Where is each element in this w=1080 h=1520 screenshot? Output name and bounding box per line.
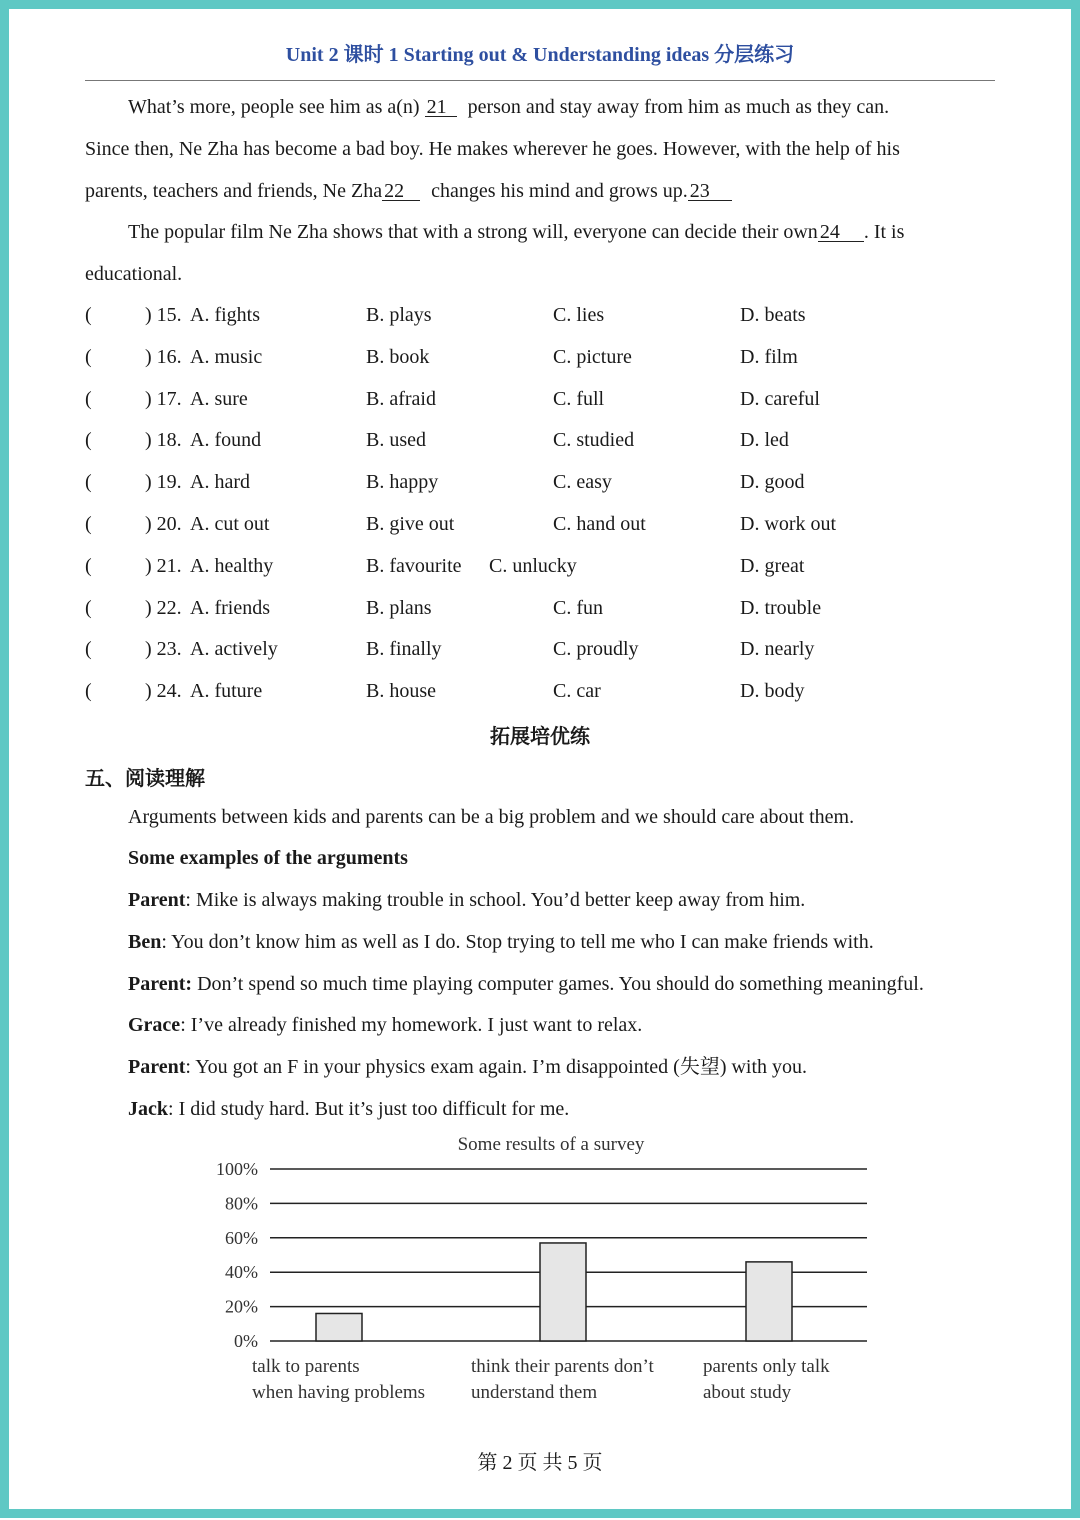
reading-intro: Arguments between kids and parents can be a big problem and we should care about them.	[128, 806, 855, 828]
dialog-text: I did study hard. But it’s just too difficult for me.	[178, 1098, 570, 1120]
chart-title: Some results of a survey	[457, 1134, 645, 1155]
option-a: A. music	[190, 345, 263, 368]
question-number: ) 17.	[145, 387, 182, 410]
passage-text: . It is	[863, 221, 905, 243]
passage-text: parents, teachers and friends, Ne Zha	[85, 180, 383, 202]
y-tick-label: 60%	[225, 1227, 258, 1248]
section-title: 拓展培优练	[490, 726, 590, 748]
option-d: D. nearly	[740, 638, 815, 661]
question-number: ) 21.	[145, 554, 182, 577]
option-a: A. fights	[190, 304, 260, 326]
option-c: C. hand out	[553, 513, 646, 535]
y-tick-label: 40%	[225, 1262, 258, 1283]
dialog-text: You don’t know him as well as I do. Stop trying to tell me who I can make friends with.	[171, 930, 874, 953]
passage-line-2: Since then, Ne Zha has become a bad boy. He makes wherever he goes. However, with the help of his	[85, 138, 900, 160]
option-c: C. picture	[553, 345, 632, 368]
question-number: ) 23.	[145, 638, 182, 661]
x-category-label: parents only talk	[703, 1356, 830, 1377]
x-category-label: think their parents don’t	[471, 1356, 654, 1377]
answer-paren: (	[85, 345, 92, 368]
option-c: C. studied	[553, 429, 635, 452]
speaker-separator: :	[185, 1056, 196, 1079]
option-a: A. friends	[190, 596, 270, 619]
option-d: D. led	[740, 429, 789, 452]
option-c: C. fun	[553, 596, 603, 619]
option-a: A. hard	[190, 471, 250, 494]
option-a: A. sure	[190, 387, 248, 410]
examples-title: Some examples of the arguments	[128, 847, 408, 869]
bar	[316, 1313, 362, 1341]
option-a: A. found	[190, 429, 262, 452]
option-d: D. film	[740, 345, 798, 368]
speaker-name: Parent	[128, 1056, 186, 1079]
speaker-name: Jack	[128, 1098, 168, 1120]
passage-text: changes his mind and grows up.	[431, 180, 688, 202]
dialog-text: You got an F in your physics exam again. I’m disappointed (失望) with you.	[195, 1056, 808, 1079]
option-d: D. careful	[740, 387, 820, 410]
x-category-label: when having problems	[252, 1382, 426, 1403]
question-number: ) 20.	[145, 513, 182, 535]
dialog-text: Mike is always making trouble in school. You’d better keep away from him.	[195, 889, 806, 911]
speaker-separator: :	[185, 889, 196, 911]
option-b: B. book	[366, 345, 430, 368]
bar	[746, 1262, 792, 1341]
passage-text: The popular film Ne Zha shows that with a strong will, everyone can decide their own	[128, 221, 818, 243]
y-tick-label: 0%	[234, 1331, 258, 1351]
question-number: ) 19.	[145, 471, 182, 494]
blank-24: 24	[818, 223, 864, 242]
speaker-name: Parent	[128, 889, 186, 911]
answer-paren: (	[85, 513, 92, 535]
option-d: D. trouble	[740, 596, 822, 619]
option-b: B. used	[366, 429, 426, 452]
answer-paren: (	[85, 680, 92, 703]
y-tick-label: 100%	[216, 1159, 258, 1179]
speaker-name: Ben	[128, 930, 162, 953]
option-d: D. beats	[740, 304, 806, 326]
option-c: C. proudly	[553, 638, 639, 661]
option-a: A. future	[190, 680, 263, 703]
dialog-text: Don’t spend so much time playing computer games. You should do something meaningful.	[197, 972, 924, 995]
option-b: B. afraid	[366, 387, 436, 410]
option-c: C. full	[553, 387, 605, 410]
option-c: C. easy	[553, 471, 612, 494]
y-tick-label: 20%	[225, 1296, 258, 1317]
option-b: B. finally	[366, 638, 442, 661]
option-b: B. favourite	[366, 554, 462, 577]
question-number: ) 24.	[145, 680, 182, 703]
x-category-label: about study	[703, 1382, 792, 1403]
option-c: C. unlucky	[489, 554, 577, 577]
answer-paren: (	[85, 429, 92, 452]
answer-paren: (	[85, 596, 92, 619]
page-header: Unit 2 课时 1 Starting out & Understanding ideas 分层练习	[285, 44, 795, 66]
speaker-name: Grace	[128, 1014, 181, 1037]
option-b: B. plans	[366, 596, 432, 619]
option-b: B. happy	[366, 471, 439, 494]
answer-paren: (	[85, 471, 92, 494]
reading-heading: 五、阅读理解	[85, 768, 205, 790]
x-category-label: talk to parents	[252, 1356, 360, 1377]
option-d: D. great	[740, 554, 805, 577]
speaker-separator: :	[161, 930, 172, 953]
bar	[540, 1243, 586, 1341]
speaker-separator: :	[180, 1014, 191, 1037]
answer-paren: (	[85, 554, 92, 577]
option-b: B. house	[366, 680, 436, 703]
option-c: C. car	[553, 680, 601, 703]
option-d: D. good	[740, 471, 805, 494]
question-number: ) 15.	[145, 304, 182, 326]
answer-paren: (	[85, 304, 92, 326]
option-a: A. healthy	[190, 554, 274, 577]
question-number: ) 18.	[145, 429, 182, 452]
blank-23: 23	[688, 182, 732, 201]
dialog-text: I’ve already finished my homework. I just want to relax.	[190, 1014, 643, 1037]
blank-22: 22	[382, 182, 420, 201]
option-d: D. work out	[740, 513, 837, 535]
speaker-name: Parent:	[128, 972, 193, 995]
option-a: A. cut out	[190, 513, 270, 535]
question-number: ) 16.	[145, 345, 182, 368]
answer-paren: (	[85, 638, 92, 661]
option-a: A. actively	[190, 638, 278, 661]
question-number: ) 22.	[145, 596, 182, 619]
passage-text: What’s more, people see him as a(n)	[128, 96, 420, 118]
passage-line-5: educational.	[85, 263, 183, 285]
y-tick-label: 80%	[225, 1193, 258, 1214]
page-footer: 第 2 页 共 5 页	[477, 1452, 603, 1474]
answer-paren: (	[85, 387, 92, 410]
speaker-separator: :	[168, 1098, 179, 1120]
option-b: B. give out	[366, 513, 455, 535]
option-c: C. lies	[553, 304, 605, 326]
blank-21: 21	[425, 98, 457, 117]
option-d: D. body	[740, 680, 805, 703]
passage-text: person and stay away from him as much as they can.	[467, 96, 890, 118]
x-category-label: understand them	[471, 1382, 598, 1403]
option-b: B. plays	[366, 304, 432, 326]
